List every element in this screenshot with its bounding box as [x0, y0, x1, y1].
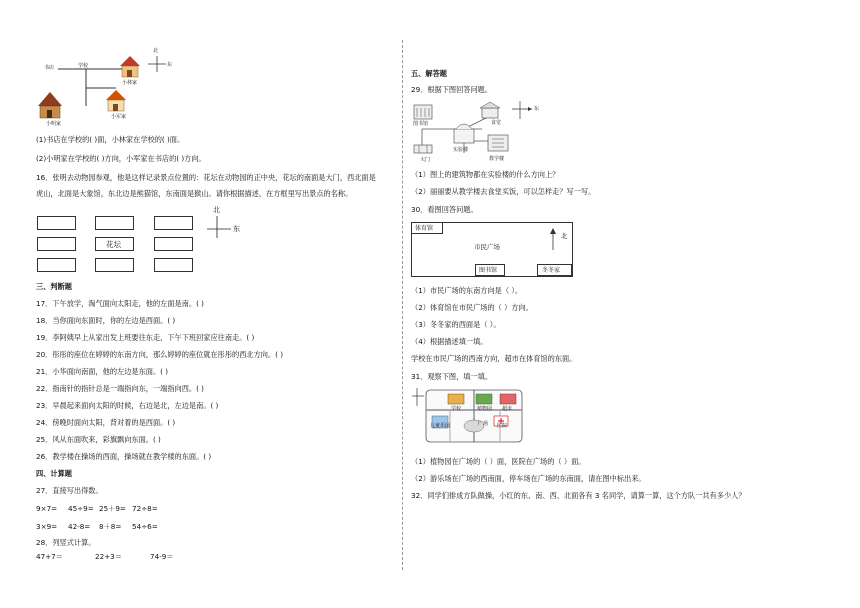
map30-gym-label: 体育馆: [415, 225, 434, 232]
map29-label-lab: 实验楼: [453, 147, 469, 153]
question-24: 24．傍晚时面向太阳，背对着的是西面。( ): [36, 418, 176, 427]
compass-icon: [205, 212, 235, 242]
question-30-3: （3）冬冬家的西面是（ ）。: [411, 320, 501, 329]
answer-box-se[interactable]: [154, 258, 193, 272]
map31-label-school: 学校: [451, 406, 462, 412]
question-15-1: (1)书店在学校的( )面，小林家在学校的( )面。: [36, 135, 185, 144]
question-15-2: (2)小明家在学校的( )方向，小军家在书店的( )方向。: [36, 154, 206, 163]
question-21: 21．小华面向南面，他的左边是东面。( ): [36, 367, 169, 376]
calc-item: 8＋8=: [99, 522, 122, 531]
calc-item: 25＋9=: [99, 504, 126, 513]
map31-label-supermarket: 超市: [502, 406, 513, 412]
section-4-heading: 四、计算题: [36, 469, 72, 478]
question-28: 28．列竖式计算。: [36, 538, 96, 547]
section-5-heading: 五、解答题: [411, 69, 447, 78]
map30-dongdong-label: 冬冬家: [542, 267, 561, 274]
answer-box-sw[interactable]: [37, 258, 76, 272]
north-arrow-icon: [548, 228, 558, 250]
column-divider: [402, 40, 403, 570]
map30-library-label: 图书馆: [479, 267, 498, 274]
map29-label-teaching: 教学楼: [489, 156, 505, 162]
map-label-bookstore: 书店: [44, 65, 55, 71]
question-29: 29．根据下图回答问题。: [411, 85, 493, 94]
question-27: 27．直接写出得数。: [36, 486, 103, 495]
compass-north-label-2: 北: [213, 206, 220, 214]
answer-box-ne[interactable]: [154, 216, 193, 230]
map30-dongdong-box: [537, 264, 572, 276]
calc-item: 47+7＝: [36, 552, 63, 561]
map-q29: [410, 99, 540, 163]
compass-east-label-2: 东: [233, 225, 240, 233]
map-label-xiaojun-home: 小军家: [111, 114, 127, 120]
calc-item: 72÷8=: [132, 504, 158, 513]
question-23: 23．早晨起来面向太阳的时候，右边是北，左边是南。( ): [36, 401, 219, 410]
question-30-2: （2）体育馆在市民广场的（ ）方向。: [411, 303, 533, 312]
question-26: 26．教学楼在操场的西面，操场就在教学楼的东面。( ): [36, 452, 212, 461]
map30-north-label: 北: [561, 232, 568, 240]
question-29-2: （2）丽丽要从教学楼去食堂买饭，可以怎样走？写一写。: [411, 187, 596, 196]
map31-label-zoo: 植物园: [477, 406, 493, 412]
compass-east-label: 东: [167, 62, 173, 68]
calc-item: 54÷6=: [132, 522, 158, 531]
question-19: 19．李阿姨早上从家出发上班要往东走，下午下班回家应往南走。( ): [36, 333, 255, 342]
answer-box-s[interactable]: [95, 258, 134, 272]
question-30-desc: 学校在市民广场的西南方向，超市在体育馆的东面。: [411, 354, 577, 363]
grid-center-box: [95, 237, 134, 251]
map30-plaza-label: 市民广场: [474, 243, 500, 251]
map30-gym-box: [411, 222, 443, 234]
question-31: 31．观察下图，填一填。: [411, 372, 493, 381]
map29-compass-east-label: 东: [534, 106, 540, 112]
calc-item: 42-8=: [68, 522, 91, 531]
calc-item: 74-9＝: [150, 552, 174, 561]
calc-item: 45÷9=: [68, 504, 94, 513]
section-3-heading: 三、判断题: [36, 282, 72, 291]
map29-label-library: 图书馆: [413, 121, 429, 127]
answer-box-nw[interactable]: [37, 216, 76, 230]
map31-label-children-park: 儿童乐园: [430, 423, 451, 429]
calc-item: 22+3＝: [95, 552, 122, 561]
map31-label-plaza: 广场: [478, 421, 489, 427]
calc-item: 3×9=: [36, 522, 58, 531]
question-30-1: （1）市民广场的东南方向是（ ）。: [411, 286, 523, 295]
map-q31: [412, 386, 524, 446]
map29-label-cafeteria: 食堂: [491, 120, 502, 126]
answer-box-e[interactable]: [154, 237, 193, 251]
map29-label-gate: 大门: [420, 157, 431, 163]
question-22: 22．指南针的指针总是一端指向东，一端指向西。( ): [36, 384, 204, 393]
map-label-xiaolin-home: 小林家: [122, 80, 138, 86]
grid-center-label: 花坛: [106, 240, 121, 249]
map30-library-box: [475, 264, 505, 276]
map-label-school: 学校: [78, 63, 89, 69]
answer-box-n[interactable]: [95, 216, 134, 230]
question-29-1: （1）图上的建筑物都在实验楼的什么方向上？: [411, 170, 560, 179]
answer-box-w[interactable]: [37, 237, 76, 251]
question-25: 25．风从东面吹来，彩旗飘向东面。( ): [36, 435, 161, 444]
question-17: 17．下午放学，淘气面向太阳走，他的左面是南。( ): [36, 299, 204, 308]
question-31-1: （1）植物园在广场的（ ）面，医院在广场的（ ）面。: [411, 457, 586, 466]
question-30: 30．看图回答问题。: [411, 205, 478, 214]
question-30-4: （4）根据描述填一填。: [411, 337, 488, 346]
question-20: 20．彤彤的座位在婷婷的东南方向，那么婷婷的座位就在彤彤的西北方向。( ): [36, 350, 284, 359]
compass-north-label: 北: [153, 48, 159, 54]
calc-item: 9×7=: [36, 504, 58, 513]
map31-label-hospital: 医院: [497, 423, 508, 429]
question-31-2: （2）游乐场在广场的西南面，停车场在广场的东南面，请在图中标出来。: [411, 474, 646, 483]
question-18: 18．当你面向东面时，你的左边是西面。( ): [36, 316, 176, 325]
question-32: 32．同学们排成方队做操，小红的东、南、西、北面各有 3 名同学，请算一算，这个方队一共有多少人？: [411, 491, 746, 500]
map-label-xiaoming-home: 小明家: [46, 121, 62, 127]
question-16-line1: 16．张明去动物园参观，他是这样记录景点位置的：花坛在动物园的正中央，花坛的南面是大门，西北面是: [36, 173, 376, 182]
question-16-line2: 虎山，北面是大象馆，东北边是熊猫馆，东南面是猴山。请你根据描述，在方框里写出景点的名称。: [36, 189, 353, 198]
